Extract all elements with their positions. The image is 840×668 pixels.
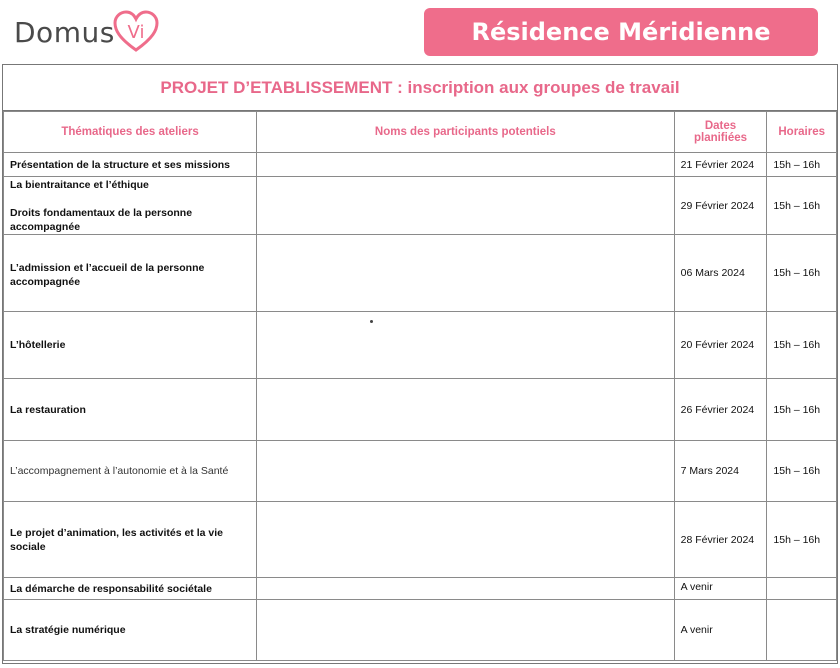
hours-cell: 15h – 16h: [767, 153, 837, 177]
logo-mark-letters: Vi: [127, 22, 145, 43]
table-row: [4, 177, 837, 235]
participants-cell[interactable]: [257, 379, 675, 441]
hours-cell: 15h – 16h: [767, 379, 837, 441]
hours-cell: [767, 600, 837, 661]
residence-banner: Résidence Méridienne: [424, 8, 818, 56]
header-themes: Thématiques des ateliers: [4, 112, 257, 153]
table-row: [4, 600, 837, 661]
hours-cell: 15h – 16h: [767, 441, 837, 502]
domusvi-logo: [14, 10, 159, 54]
table-row: [4, 153, 837, 177]
date-cell: 21 Février 2024: [674, 153, 767, 177]
participants-cell[interactable]: [257, 235, 675, 312]
theme-cell: L’admission et l’accueil de la personne accompagnée: [4, 235, 257, 312]
page-header: [0, 0, 840, 64]
date-cell: 7 Mars 2024: [674, 441, 767, 502]
table-header-row: [4, 112, 837, 153]
date-cell: A venir: [674, 600, 767, 661]
theme-cell: Le projet d’animation, les activités et la vie sociale: [4, 502, 257, 578]
header-participants: Noms des participants potentiels: [257, 112, 675, 153]
hours-cell: 15h – 16h: [767, 235, 837, 312]
participants-cell[interactable]: [257, 600, 675, 661]
date-cell: 06 Mars 2024: [674, 235, 767, 312]
theme-cell: [4, 177, 257, 235]
participants-cell[interactable]: [257, 441, 675, 502]
table-row: [4, 235, 837, 312]
registration-sheet: [2, 64, 838, 664]
participants-cell[interactable]: [257, 502, 675, 578]
date-cell: 28 Février 2024: [674, 502, 767, 578]
theme-cell: L’accompagnement à l’autonomie et à la Santé: [4, 441, 257, 502]
hours-cell: 15h – 16h: [767, 502, 837, 578]
table-row: [4, 441, 837, 502]
table-row: [4, 502, 837, 578]
theme-label: La bientraitance et l’éthique: [10, 178, 149, 191]
logo-text: Domus: [14, 15, 115, 49]
header-hours: Horaires: [767, 112, 837, 153]
theme-cell: La stratégie numérique: [4, 600, 257, 661]
table-row: [4, 312, 837, 379]
date-cell: A venir: [674, 578, 767, 600]
date-cell: 20 Février 2024: [674, 312, 767, 379]
date-cell: 29 Février 2024: [674, 177, 767, 235]
theme-label-extra: Droits fondamentaux de la personne accompagnée: [10, 206, 193, 233]
theme-cell: Présentation de la structure et ses missions: [4, 153, 257, 177]
header-dates: Dates planifiées: [674, 112, 767, 153]
participants-cell[interactable]: [257, 153, 675, 177]
participants-cell[interactable]: [257, 177, 675, 235]
hours-cell: 15h – 16h: [767, 312, 837, 379]
heart-logo-icon: [113, 10, 159, 54]
participants-cell[interactable]: [257, 578, 675, 600]
theme-cell: La démarche de responsabilité sociétale: [4, 578, 257, 600]
hours-cell: [767, 578, 837, 600]
hours-cell: 15h – 16h: [767, 177, 837, 235]
document-title: PROJET D’ETABLISSEMENT : inscription aux groupes de travail: [3, 65, 837, 111]
theme-cell: La restauration: [4, 379, 257, 441]
scan-speck: [370, 320, 373, 323]
participants-cell[interactable]: [257, 312, 675, 379]
date-cell: 26 Février 2024: [674, 379, 767, 441]
table-row: [4, 578, 837, 600]
theme-cell: L’hôtellerie: [4, 312, 257, 379]
table-row: [4, 379, 837, 441]
workshop-table: [3, 111, 837, 661]
